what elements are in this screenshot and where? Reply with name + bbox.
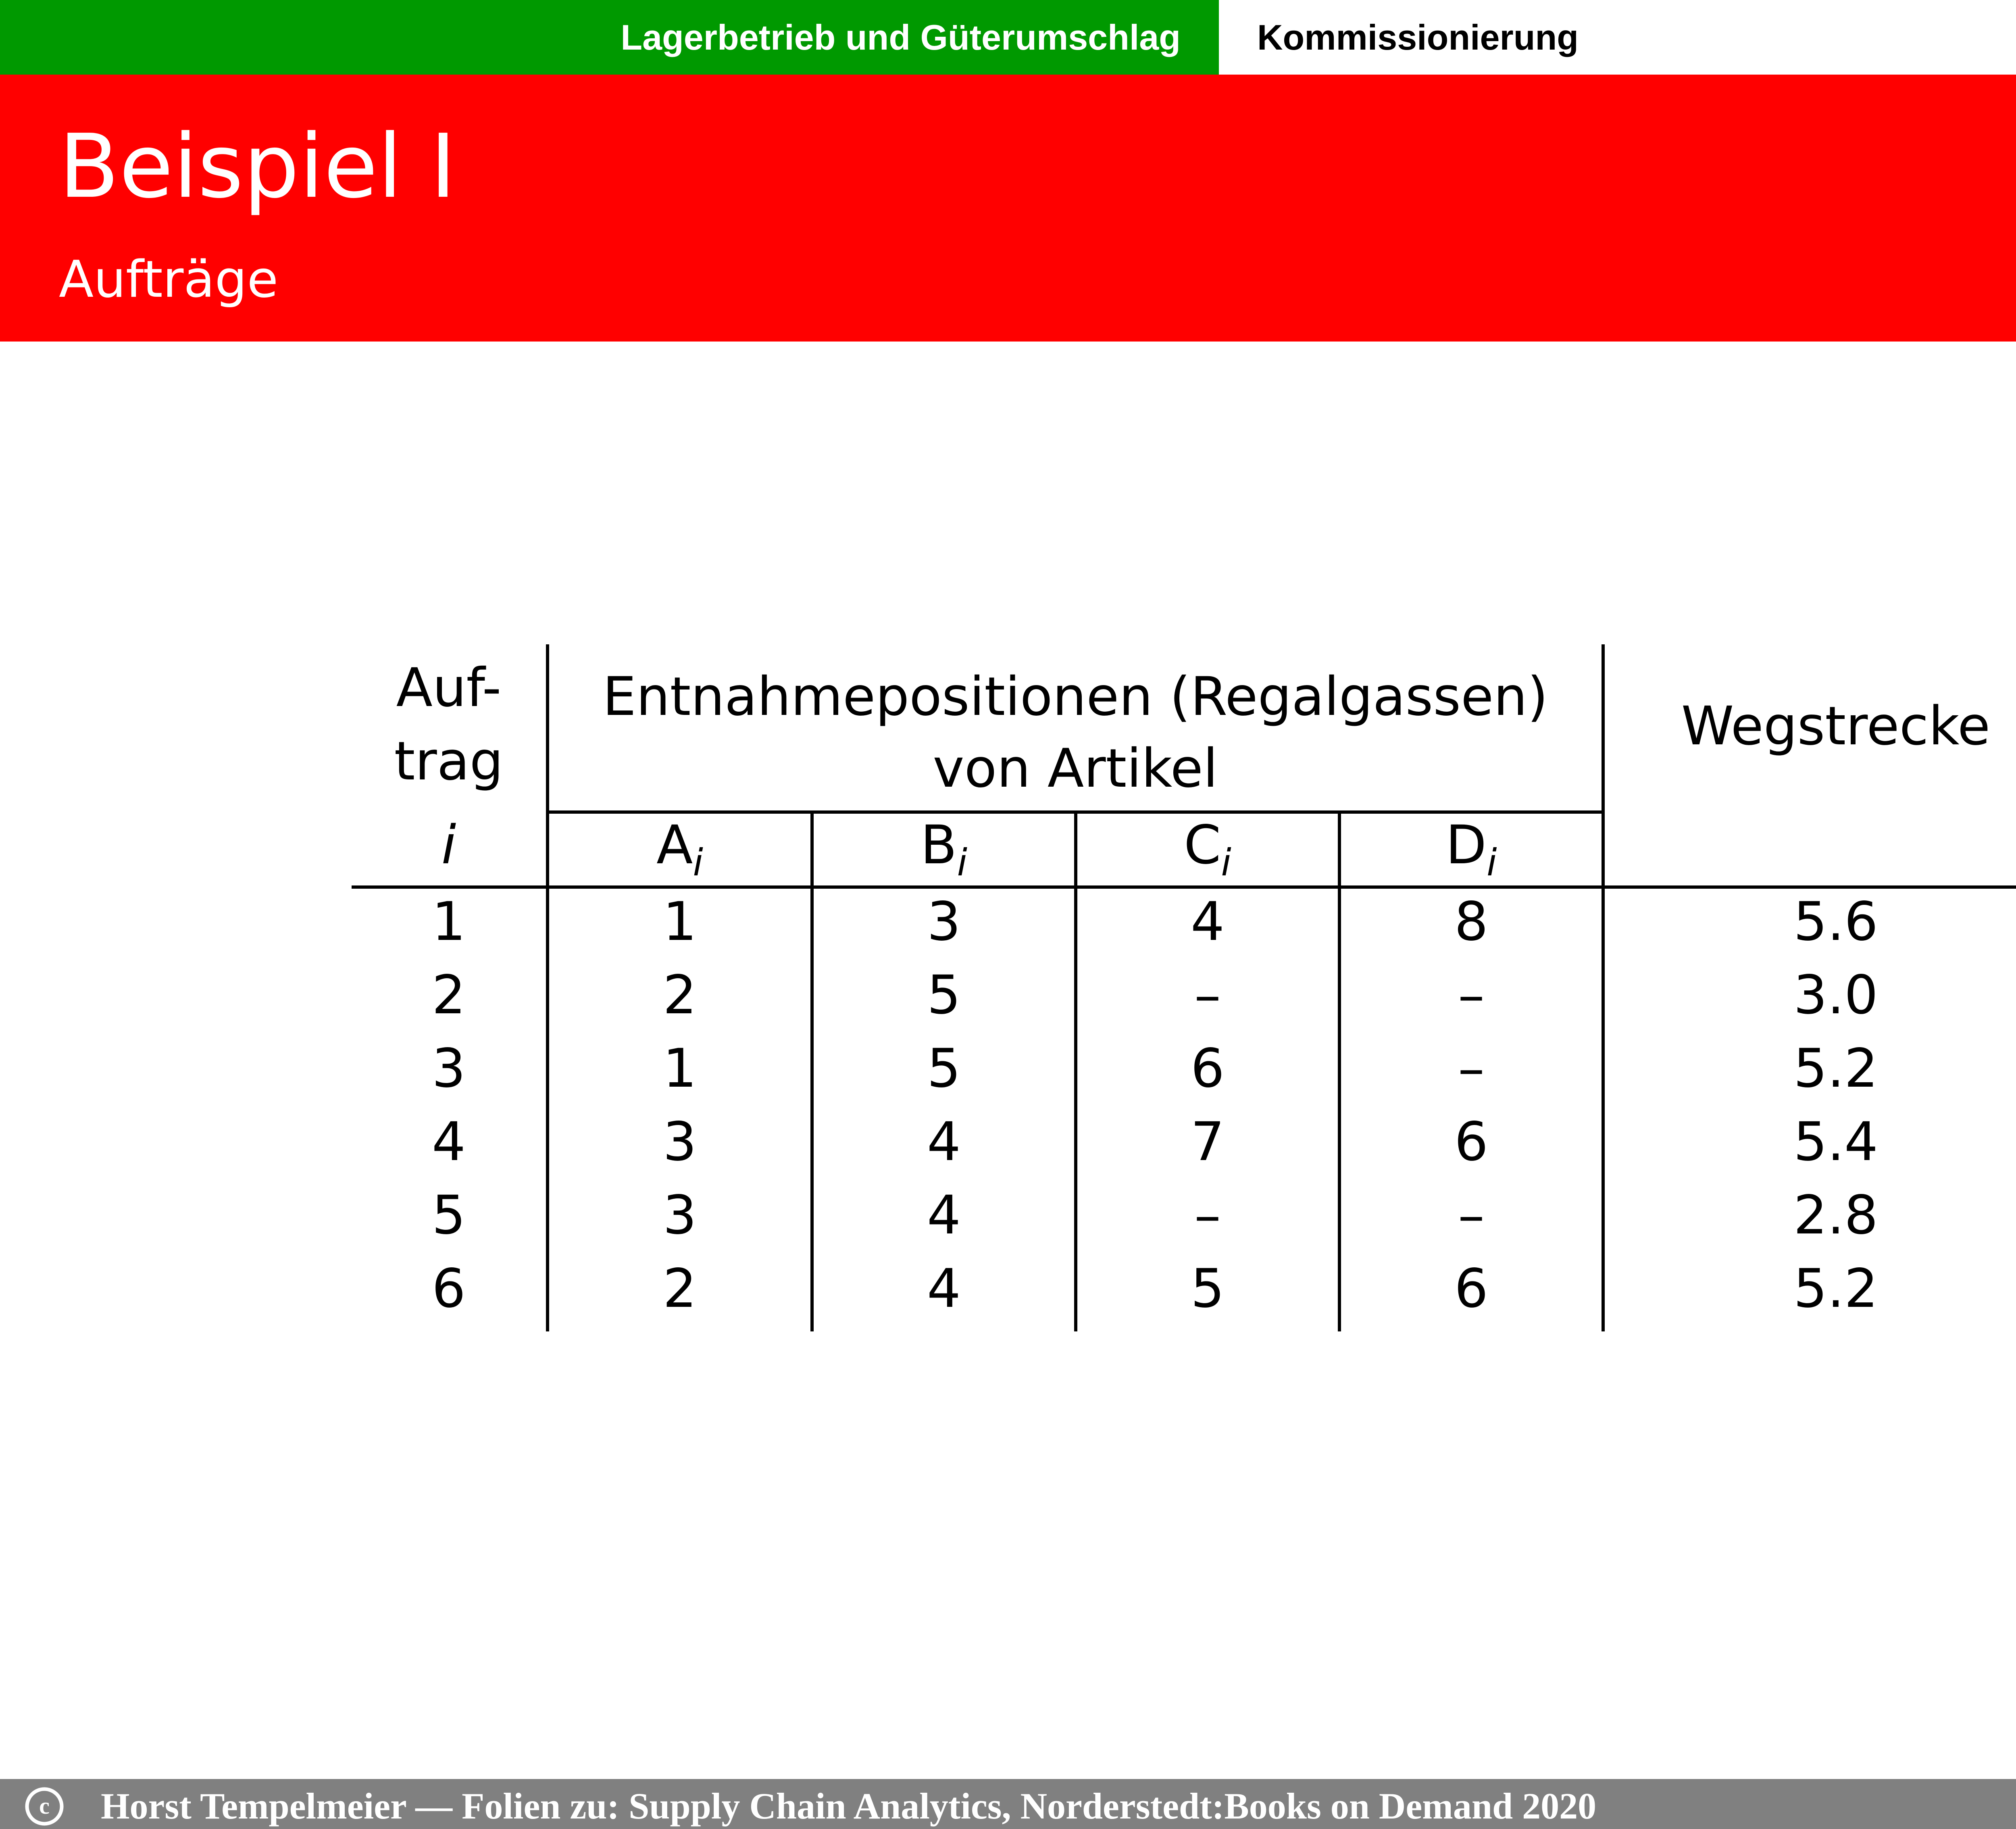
col-order-header-line2: trag: [394, 730, 504, 792]
cell-b: 3: [927, 891, 961, 953]
sub-header-b: $B_i$: [920, 814, 968, 884]
cell-b: 5: [927, 1037, 961, 1100]
cell-order: 4: [432, 1111, 466, 1173]
cell-d: –: [1458, 964, 1485, 1026]
group-header-line2: von Artikel: [933, 737, 1218, 800]
cell-a: 1: [663, 891, 697, 953]
cell-d: 8: [1454, 891, 1488, 953]
group-header-line1: Entnahmepositionen (Regalgassen): [602, 666, 1548, 728]
svg-text:c: c: [39, 1793, 50, 1819]
cell-d: –: [1458, 1184, 1485, 1246]
cell-distance: 5.2: [1793, 1037, 1878, 1100]
col-order-header-line1: Auf-: [396, 657, 502, 719]
table-vertical-rule: [546, 644, 549, 1331]
header-bottom-rule: [352, 885, 2016, 889]
cell-b: 4: [927, 1184, 961, 1246]
col-order-header-line3: i: [441, 814, 456, 876]
table-vertical-rule: [1074, 811, 1077, 1331]
table-vertical-rule: [1338, 811, 1341, 1331]
col-distance-header: Wegstrecke: [1681, 695, 1991, 757]
sub-header-d: $D_i$: [1445, 814, 1497, 884]
page-subtitle: Aufträge: [59, 250, 279, 309]
cell-c: –: [1194, 964, 1221, 1026]
cell-distance: 3.0: [1793, 964, 1878, 1026]
footer-bar: [0, 1779, 2016, 1829]
footer-credit: Horst Tempelmeier — Folien zu: Supply Chain Analytics, Norderstedt:Books on Demand 2020: [101, 1785, 1597, 1827]
cell-b: 4: [927, 1258, 961, 1320]
cell-b: 5: [927, 964, 961, 1026]
copyright-icon: [24, 1786, 65, 1827]
cell-distance: 5.2: [1793, 1258, 1878, 1320]
cell-b: 4: [927, 1111, 961, 1173]
cell-distance: 5.6: [1793, 891, 1878, 953]
cell-d: 6: [1454, 1258, 1488, 1320]
cell-d: –: [1458, 1037, 1485, 1100]
cell-a: 2: [663, 964, 697, 1026]
cell-a: 3: [663, 1184, 697, 1246]
cell-d: 6: [1454, 1111, 1488, 1173]
cell-c: 7: [1191, 1111, 1225, 1173]
cell-c: 5: [1191, 1258, 1225, 1320]
table-vertical-rule: [1602, 644, 1605, 1331]
page-title: Beispiel I: [59, 116, 456, 218]
cell-order: 5: [432, 1184, 466, 1246]
cell-a: 3: [663, 1111, 697, 1173]
cell-c: –: [1194, 1184, 1221, 1246]
cell-a: 2: [663, 1258, 697, 1320]
cell-c: 4: [1191, 891, 1225, 953]
sub-header-c: $C_i$: [1184, 814, 1231, 884]
table-vertical-rule: [810, 811, 814, 1331]
group-header-rule: [546, 810, 1605, 814]
cell-distance: 5.4: [1793, 1111, 1878, 1173]
cell-a: 1: [663, 1037, 697, 1100]
cell-order: 2: [432, 964, 466, 1026]
sub-header-a: $A_i$: [656, 814, 703, 884]
cell-c: 6: [1191, 1037, 1225, 1100]
cell-distance: 2.8: [1793, 1184, 1878, 1246]
cell-order: 3: [432, 1037, 466, 1100]
cell-order: 6: [432, 1258, 466, 1320]
subsection-tab-label: Kommissionierung: [1257, 17, 1579, 57]
section-tab-label: Lagerbetrieb und Güterumschlag: [621, 17, 1181, 57]
cell-order: 1: [432, 891, 466, 953]
